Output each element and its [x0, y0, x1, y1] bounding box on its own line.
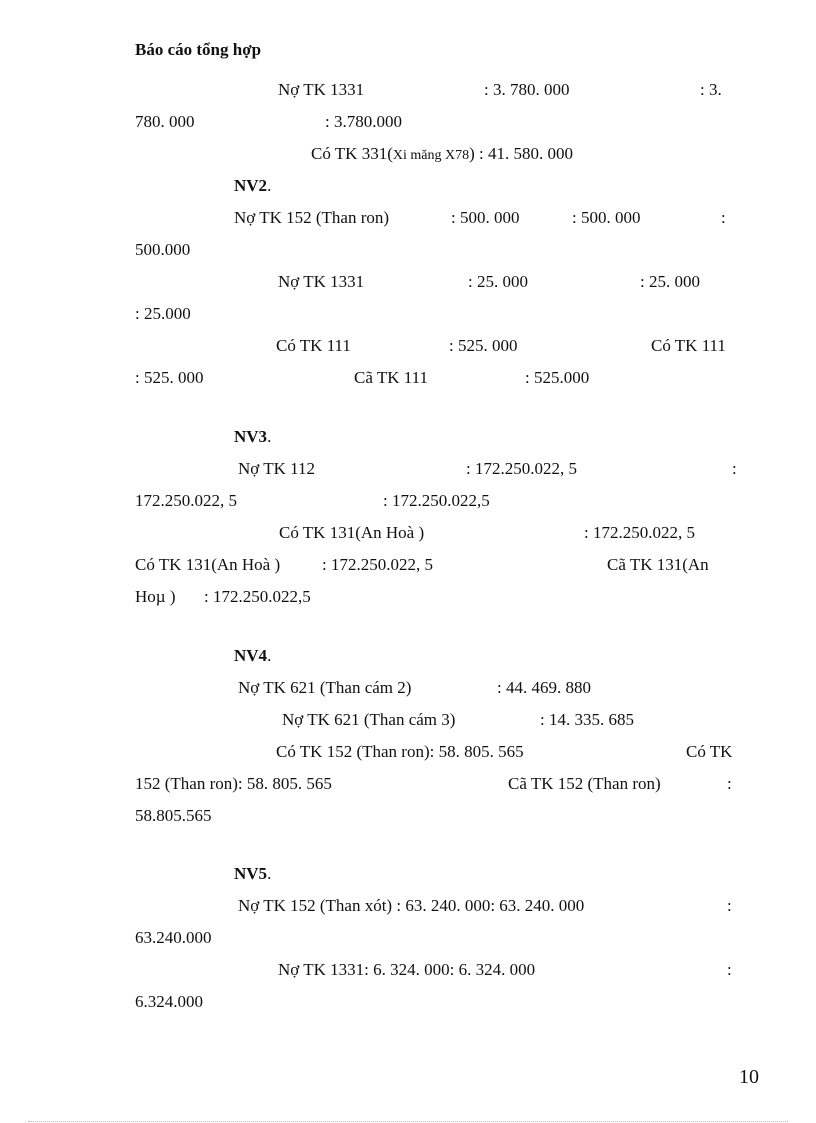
entry-credit-account: Có TK 111 — [651, 336, 726, 355]
entry-amount: : 25. 000 — [468, 272, 528, 291]
entry-amount: : 525. 000 — [449, 336, 518, 355]
entry-amount: : 172.250.022, 5 — [322, 555, 433, 574]
entry-credit-account: Cã TK 111 — [354, 368, 428, 387]
entry-credit-account: Có TK 131(An Hoà ) — [279, 523, 425, 542]
entry-amount: : 25. 000 — [640, 272, 700, 291]
entry-debit-account: Nợ TK 1331 — [278, 80, 365, 99]
entry-amount: : 172.250.022,5 — [204, 587, 311, 606]
entry-debit-account: Nợ TK 1331: 6. 324. 000: 6. 324. 000 — [278, 960, 536, 979]
entry-amount: : 172.250.022,5 — [383, 491, 490, 510]
entry-credit-account: Cã TK 152 (Than ron) — [508, 774, 661, 793]
entry-credit-account: Có TK 111 — [276, 336, 351, 355]
report-title: Báo cáo tổng hợp — [135, 40, 262, 59]
entry-amount: : 44. 469. 880 — [497, 678, 591, 697]
footer-divider — [28, 1121, 788, 1122]
section-heading-nv5: NV5. — [234, 864, 272, 883]
entry-debit-account: Nợ TK 152 (Than xót) : 63. 240. 000: 63. 240. 000 — [238, 896, 585, 915]
entry-amount: 58.805.565 — [135, 806, 212, 825]
entry-amount: 6.324.000 — [135, 992, 203, 1011]
entry-amount: : — [727, 896, 732, 915]
page-number: 10 — [739, 1066, 759, 1088]
entry-debit-account: Nợ TK 112 — [238, 459, 315, 478]
entry-credit-account: Có TK — [686, 742, 733, 761]
entry-credit-account: 152 (Than ron): 58. 805. 565 — [135, 774, 332, 793]
section-heading-nv3: NV3. — [234, 427, 272, 446]
entry-amount: : — [721, 208, 726, 227]
section-heading-nv2: NV2. — [234, 176, 272, 195]
entry-debit-account: Nợ TK 1331 — [278, 272, 365, 291]
entry-amount: 780. 000 — [135, 112, 195, 131]
entry-amount: : 3.780.000 — [325, 112, 402, 131]
entry-amount: : 3. 780. 000 — [484, 80, 570, 99]
entry-debit-account: Nợ TK 621 (Than cám 2) — [238, 678, 412, 697]
entry-amount: : 172.250.022, 5 — [584, 523, 695, 542]
entry-amount: : 14. 335. 685 — [540, 710, 634, 729]
entry-amount: : 525. 000 — [135, 368, 204, 387]
entry-amount: : 25.000 — [135, 304, 191, 323]
entry-credit-account: Hoµ ) — [135, 587, 176, 606]
entry-amount: : 525.000 — [525, 368, 590, 387]
entry-credit-account: Có TK 131(An Hoà ) — [135, 555, 281, 574]
entry-amount: : 172.250.022, 5 — [466, 459, 577, 478]
entry-amount: : 500. 000 — [572, 208, 641, 227]
entry-credit-account: Có TK 152 (Than ron): 58. 805. 565 — [276, 742, 524, 761]
entry-amount: : — [732, 459, 737, 478]
entry-amount: : — [727, 774, 732, 793]
entry-amount: 500.000 — [135, 240, 191, 259]
entry-amount: : 500. 000 — [451, 208, 520, 227]
entry-credit-account: Có TK 331(Xi măng X78) : 41. 580. 000 — [311, 144, 573, 163]
entry-debit-account: Nợ TK 621 (Than cám 3) — [282, 710, 456, 729]
entry-amount: 172.250.022, 5 — [135, 491, 237, 510]
entry-amount: : 3. — [700, 80, 722, 99]
entry-credit-account: Cã TK 131(An — [607, 555, 709, 574]
entry-debit-account: Nợ TK 152 (Than ron) — [234, 208, 390, 227]
entry-amount: : — [727, 960, 732, 979]
entry-amount: 63.240.000 — [135, 928, 212, 947]
section-heading-nv4: NV4. — [234, 646, 272, 665]
